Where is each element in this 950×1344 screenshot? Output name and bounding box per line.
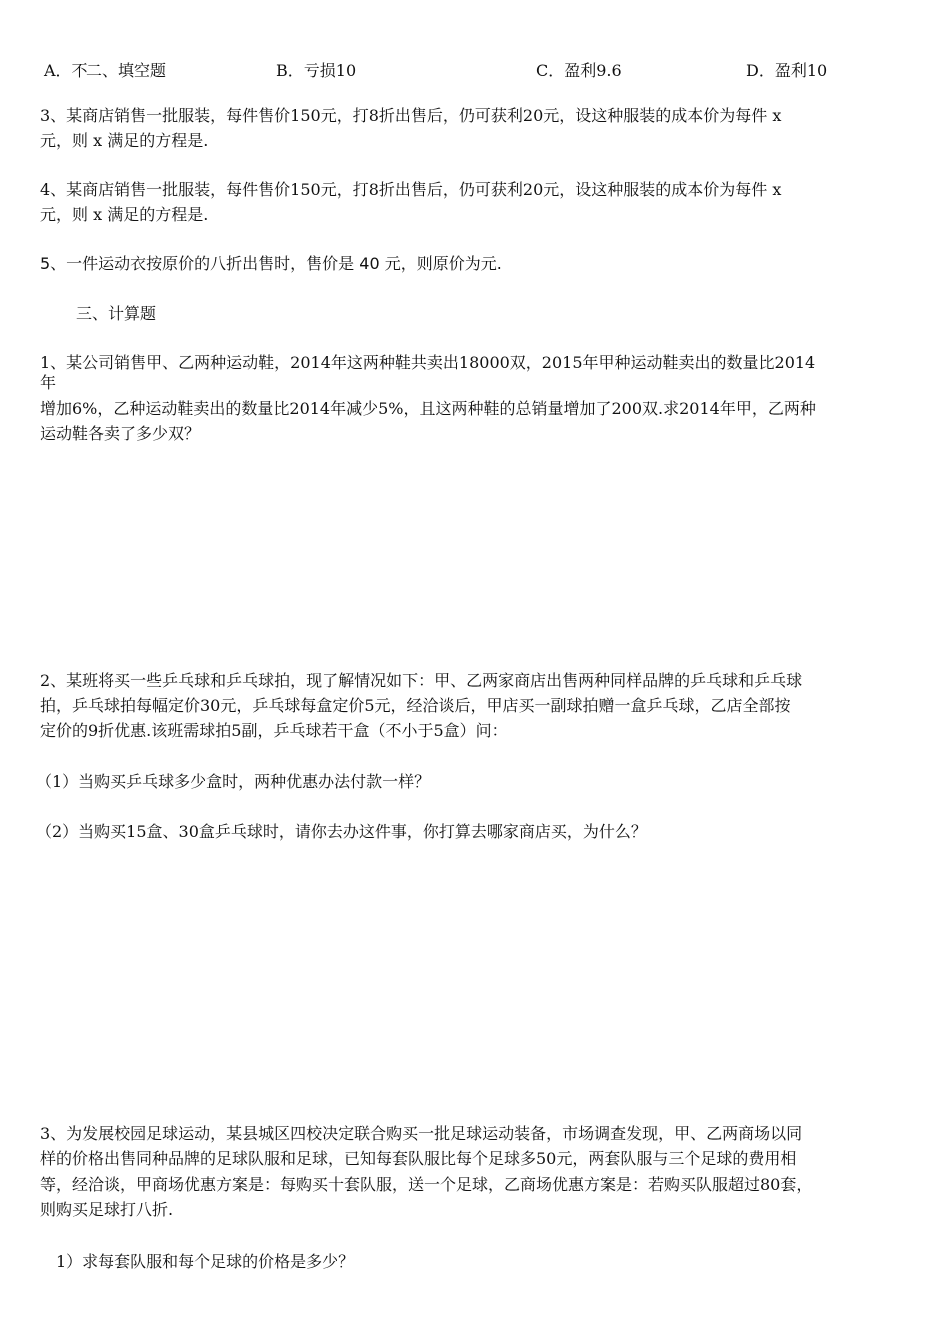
calc-q2-line3: 定价的9折优惠.该班需球拍5副，乒乓球若干盒（不小于5盒）问： [40,721,508,740]
section-title-fill-blank: 二、填空题 [86,61,167,78]
option-d: D．盈利10 [746,61,828,78]
calc-q1-line1b: 年 [40,373,57,392]
calc-q3-line1: 3、为发展校园足球运动，某县城区四校决定联合购买一批足球运动装备，市场调查发现，甲、乙两商场以同 [40,1124,803,1143]
calc-q3-sub1: 1）求每套队服和每个足球的价格是多少？ [56,1252,355,1271]
calc-q1-line2: 增加6%，乙种运动鞋卖出的数量比2014年减少5%，且这两种鞋的总销量增加了200双.求2014年甲，乙两种 [40,399,816,418]
choice-options-row [0,56,950,78]
calc-q2-line2: 拍，乒乓球拍每幅定价30元，乒乓球每盒定价5元，经洽谈后，甲店买一副球拍赠一盒乒乓球，乙店全部按 [40,696,791,715]
fill-q3-line2: 元，则 x 满足的方程是. [40,131,209,150]
calc-q3-line3: 等，经洽谈，甲商场优惠方案是：每购买十套队服，送一个足球，乙商场优惠方案是：若购买队服超过80套， [40,1175,813,1194]
section-title-calc: 三、计算题 [76,304,157,323]
calc-q2-sub1: （1）当购买乒乓球多少盒时，两种优惠办法付款一样？ [36,772,431,791]
fill-q4-line2: 元，则 x 满足的方程是. [40,205,209,224]
option-b: B．亏损10 [276,61,357,78]
calc-q3-line4: 则购买足球打八折. [40,1200,174,1219]
calc-q2-sub2: （2）当购买15盒、30盒乒乓球时，请你去办这件事，你打算去哪家商店买，为什么？ [36,822,647,841]
option-a: A．不 [44,61,88,78]
option-c: C．盈利9.6 [536,61,622,78]
fill-q5: 5、一件运动衣按原价的八折出售时，售价是 40 元，则原价为元. [40,254,502,273]
calc-q2-line1: 2、某班将买一些乒乓球和乒乓球拍，现了解情况如下：甲、乙两家商店出售两种同样品牌的乒乓球和乒乓球 [40,671,803,690]
fill-q4-line1: 4、某商店销售一批服装，每件售价150元，打8折出售后，仍可获利20元，设这种服装的成本价为每件 x [40,180,782,199]
calc-q1-line1: 1、某公司销售甲、乙两种运动鞋，2014年这两种鞋共卖出18000双，2015年甲种运动鞋卖出的数量比2014 [40,353,816,372]
calc-q3-line2: 样的价格出售同种品牌的足球队服和足球，已知每套队服比每个足球多50元，两套队服与三个足球的费用相 [40,1149,797,1168]
fill-q3-line1: 3、某商店销售一批服装，每件售价150元，打8折出售后，仍可获利20元，设这种服装的成本价为每件 x [40,106,782,125]
calc-q1-line3: 运动鞋各卖了多少双？ [40,424,201,443]
